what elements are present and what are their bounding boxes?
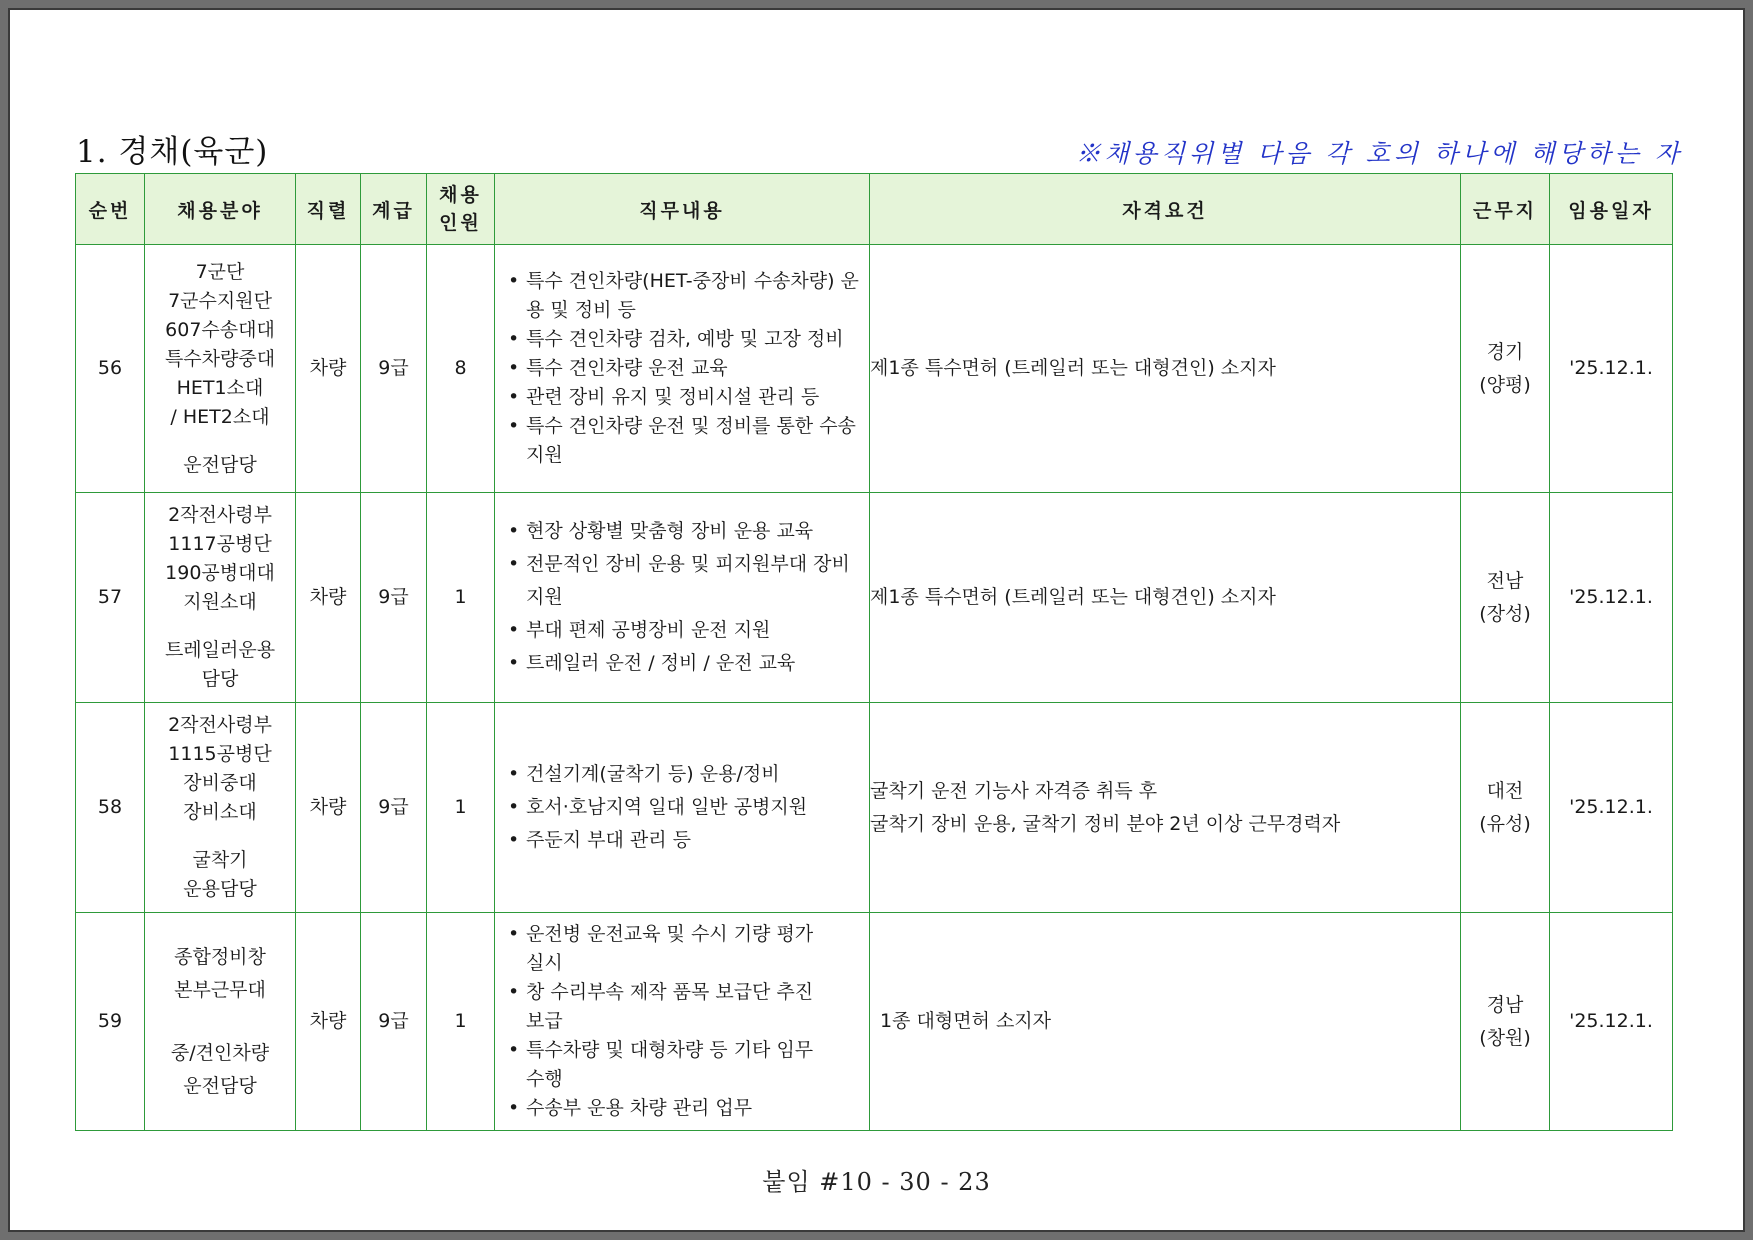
location-cell: [1461, 493, 1550, 703]
role-line: 굴착기: [192, 849, 248, 871]
grade-cell: 9급: [361, 703, 427, 913]
duty-item: • 특수차량 및 대형차량 등 기타 임무수행: [506, 1036, 819, 1094]
series-cell: 차량: [296, 245, 361, 493]
header-no: 순번: [76, 174, 145, 245]
duty-item: • 수송부 운용 차량 관리 업무: [506, 1094, 819, 1123]
appointment-date: '25.12.1.: [1550, 913, 1673, 1131]
duty-item: • 부대 편제 공병장비 운전 지원: [506, 614, 861, 647]
unit-line: 1115공병단: [168, 743, 272, 765]
duty-item: • 건설기계(굴착기 등) 운용/정비: [506, 758, 861, 791]
recruit-field-cell: [145, 245, 296, 493]
recruitment-table: [75, 173, 1673, 1131]
unit-line: 종합정비창: [174, 945, 266, 968]
qualification-cell: [870, 703, 1461, 913]
unit-line: 607수송대대: [165, 318, 275, 341]
qualification-cell: [870, 913, 1461, 1131]
role-line: 운전담당: [183, 453, 257, 476]
location-city: (양평): [1479, 373, 1531, 396]
appointment-date: '25.12.1.: [1550, 245, 1673, 493]
duty-item: • 관련 장비 유지 및 정비시설 관리 등: [506, 383, 861, 412]
unit-line: 장비중대: [183, 772, 257, 794]
unit-line: 특수차량중대: [164, 347, 276, 370]
location-cell: [1461, 913, 1550, 1131]
unit-line: 지원소대: [183, 591, 257, 613]
unit-line: 장비소대: [183, 801, 257, 823]
role-line: 중/견인차량: [170, 1041, 270, 1064]
location-city: (유성): [1479, 812, 1531, 835]
role-line: 운전담당: [183, 1074, 257, 1097]
role-line: 담당: [201, 668, 239, 690]
location-region: 경남: [1486, 993, 1524, 1016]
eligibility-note: ※채용직위별 다음 각 호의 하나에 해당하는 자: [1075, 139, 1683, 168]
header-qualifications: 자격요건: [870, 174, 1461, 245]
location-region: 전남: [1486, 569, 1524, 592]
count-cell: 1: [427, 913, 495, 1131]
row-number: 59: [76, 913, 145, 1131]
count-cell: 8: [427, 245, 495, 493]
duties-cell: [495, 703, 870, 913]
header-grade: 계급: [361, 174, 427, 245]
header-series: 직렬: [296, 174, 361, 245]
unit-line: 7군단: [195, 260, 245, 283]
duty-item: • 운전병 운전교육 및 수시 기량 평가 실시: [506, 920, 819, 978]
series-cell: 차량: [296, 913, 361, 1131]
duty-item: • 창 수리부속 제작 품목 보급단 추진 보급: [506, 978, 819, 1036]
header-count: [427, 174, 495, 245]
location-city: (창원): [1479, 1026, 1531, 1049]
unit-line: / HET2소대: [170, 405, 270, 428]
table-row: [76, 245, 1673, 493]
header-count-line1: 채용: [439, 184, 482, 206]
row-number: 57: [76, 493, 145, 703]
count-cell: 1: [427, 703, 495, 913]
duty-item: • 주둔지 부대 관리 등: [506, 824, 861, 857]
header-location: 근무지: [1461, 174, 1550, 245]
grade-cell: 9급: [361, 245, 427, 493]
series-cell: 차량: [296, 493, 361, 703]
qualification-line: 굴착기 장비 운용, 굴착기 정비 분야 2년 이상 근무경력자: [870, 812, 1341, 835]
section-title: 1. 경채(육군): [76, 134, 269, 170]
unit-line: 본부근무대: [174, 978, 266, 1001]
recruit-field-cell: [145, 493, 296, 703]
unit-line: 1117공병단: [168, 533, 272, 555]
qualification-line: 굴착기 운전 기능사 자격증 취득 후: [870, 779, 1158, 802]
duty-item: • 특수 견인차량(HET-중장비 수송차량) 운용 및 정비 등: [506, 267, 861, 325]
grade-cell: 9급: [361, 913, 427, 1131]
row-number: 56: [76, 245, 145, 493]
duties-cell: [495, 245, 870, 493]
recruit-field-cell: [145, 703, 296, 913]
duties-cell: [495, 493, 870, 703]
duty-item: • 현장 상황별 맞춤형 장비 운용 교육: [506, 515, 861, 548]
duty-item: • 트레일러 운전 / 정비 / 운전 교육: [506, 647, 861, 680]
location-cell: [1461, 703, 1550, 913]
location-region: 경기: [1486, 340, 1524, 363]
grade-cell: 9급: [361, 493, 427, 703]
qualification-cell: [870, 493, 1461, 703]
duty-item: • 호서·호남지역 일대 일반 공병지원: [506, 791, 861, 824]
unit-line: 7군수지원단: [168, 289, 272, 312]
table-row: [76, 703, 1673, 913]
location-region: 대전: [1486, 779, 1524, 802]
qualification-line: 제1종 특수면허 (트레일러 또는 대형견인) 소지자: [870, 586, 1276, 608]
header-appointment: 임용일자: [1550, 174, 1673, 245]
duties-cell: [495, 913, 870, 1131]
role-line: 트레일러운용: [164, 639, 276, 661]
count-cell: 1: [427, 493, 495, 703]
document-page: [10, 10, 1743, 1230]
appointment-date: '25.12.1.: [1550, 493, 1673, 703]
qualification-line: 제1종 특수면허 (트레일러 또는 대형견인) 소지자: [870, 357, 1276, 379]
table-row: [76, 493, 1673, 703]
series-cell: 차량: [296, 703, 361, 913]
unit-line: 2작전사령부: [168, 504, 272, 526]
duty-item: • 특수 견인차량 운전 및 정비를 통한 수송 지원: [506, 412, 861, 470]
recruit-field-cell: [145, 913, 296, 1131]
unit-line: 190공병대대: [165, 562, 275, 584]
location-city: (장성): [1479, 602, 1531, 625]
duty-item: • 전문적인 장비 운용 및 피지원부대 장비지원: [506, 548, 861, 614]
unit-line: 2작전사령부: [168, 714, 272, 736]
table-row: [76, 913, 1673, 1131]
duty-item: • 특수 견인차량 운전 교육: [506, 354, 861, 383]
qualification-line: 1종 대형면허 소지자: [880, 1010, 1051, 1032]
page-number-footer: 붙임 #10 - 30 - 23: [762, 1168, 991, 1196]
header-duties: 직무내용: [495, 174, 870, 245]
row-number: 58: [76, 703, 145, 913]
header-count-line2: 인원: [439, 212, 482, 234]
qualification-cell: [870, 245, 1461, 493]
location-cell: [1461, 245, 1550, 493]
table-header-row: [76, 174, 1673, 245]
appointment-date: '25.12.1.: [1550, 703, 1673, 913]
duty-item: • 특수 견인차량 검차, 예방 및 고장 정비: [506, 325, 861, 354]
role-line: 운용담당: [183, 878, 257, 900]
unit-line: HET1소대: [176, 376, 264, 399]
header-field: 채용분야: [145, 174, 296, 245]
